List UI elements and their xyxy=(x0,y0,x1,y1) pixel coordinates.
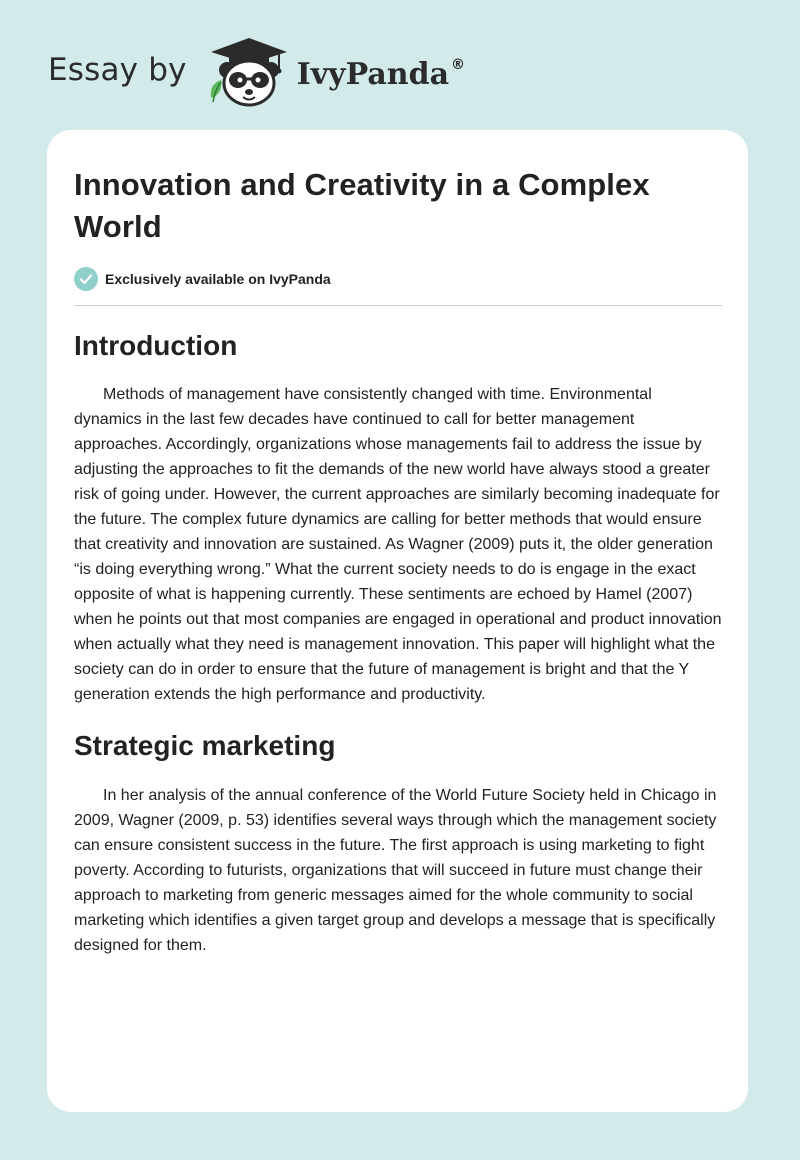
essay-card xyxy=(47,130,748,1112)
brand-name[interactable] xyxy=(297,57,465,92)
brand-name-text: IvyPanda xyxy=(296,56,450,92)
site-header xyxy=(48,36,465,108)
registered-mark: ® xyxy=(451,56,466,73)
page-title: Innovation and Creativity in a Complex World xyxy=(74,167,650,244)
paragraph-strategic-marketing: In her analysis of the annual conference of the World Future Society held in Chicago in 2009, Wagner (2009, p. 53) identifies several ways through which the management society can ensure consistent success in the future. The first approach is using marketing to fight poverty. According to futurists, organizations that will succeed in future must change their approach to marketing from generic messages aimed for the whole community to social marketing which identifies a given target group and develops a message that is specifically designed for them. xyxy=(74,787,717,954)
checkmark-icon xyxy=(74,267,98,291)
essay-by-label: Essay by xyxy=(48,52,187,88)
panda-graduate-logo-icon[interactable] xyxy=(205,36,291,108)
badge-text: Exclusively available on IvyPanda xyxy=(105,271,331,287)
paragraph-introduction: Methods of management have consistently changed with time. Environmental dynamics in the last few decades have continued to call for better management approaches. Accordingly, organizations whose managements fail to address the issue by adjusting the approaches to fit the demands of the new world have always stood a greater risk of going under. However, the current approaches are similarly becoming inadequate for the future. The complex future dynamics are calling for better methods that would ensure that creativity and innovation are sustained. As Wagner (2009) puts it, the older generation “is doing everything wrong.” What the current society needs to do is engage in the exact opposite of what is happening currently. These sentiments are echoed by Hamel (2007) when he points out that most companies are engaged in operational and product innovation when actually what they need is management innovation. This paper will highlight what the society can do in order to ensure that the future of management is bright and that the Y generation extends the high performance and productivity. xyxy=(74,386,722,703)
divider xyxy=(74,305,722,306)
section-heading-strategic-marketing: Strategic marketing xyxy=(74,730,336,761)
exclusive-badge xyxy=(74,266,722,292)
section-heading-introduction: Introduction xyxy=(74,330,238,361)
